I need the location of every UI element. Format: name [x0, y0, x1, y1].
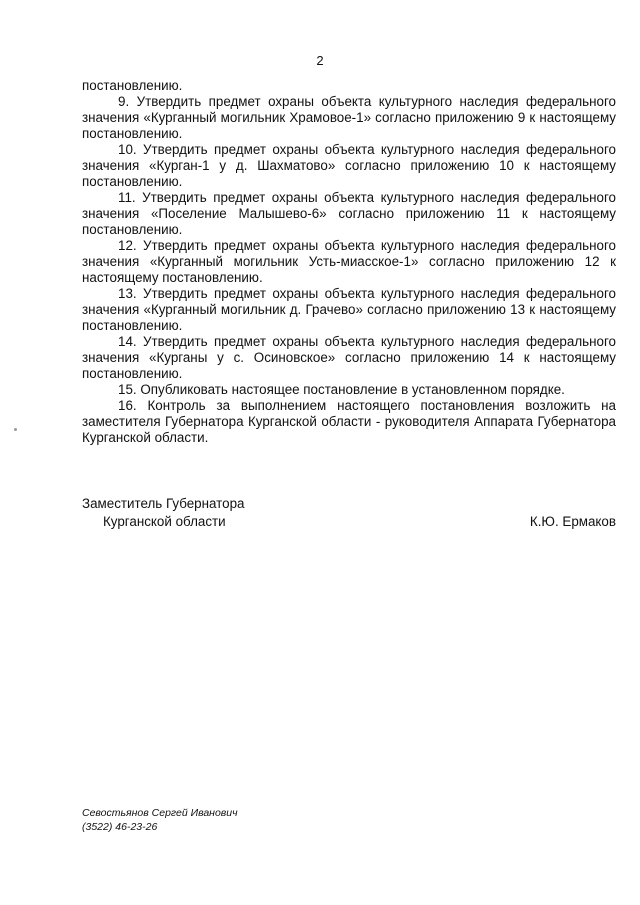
page-number: 2 [316, 53, 324, 68]
paragraph-item-9: 9. Утвердить предмет охраны объекта культурного наследия федерального значения «Курганный могильник Храмовое-1» согласно приложению 9 к настоящему постановлению. [82, 94, 616, 141]
document-body [82, 78, 616, 446]
paragraph-item-15: 15. Опубликовать настоящее постановление в установленном порядке. [118, 382, 565, 397]
paragraph-item-12: 12. Утвердить предмет охраны объекта культурного наследия федерального значения «Курганный могильник Усть-миасское-1» согласно приложению 12 к настоящему постановлению. [82, 238, 616, 285]
signatory-title [82, 495, 244, 531]
signatory-name: К.Ю. Ермаков [529, 514, 616, 529]
executor-info [82, 806, 238, 834]
paragraph-item-16: 16. Контроль за выполнением настоящего постановления возложить на заместителя Губернатора Курганской области - руководителя Аппарата Губернатора Курганской области. [82, 398, 616, 445]
margin-dot [14, 428, 17, 431]
executor-name: Севостьянов Сергей Иванович [82, 807, 238, 819]
paragraph-continuation: постановлению. [82, 78, 183, 93]
paragraph-item-11: 11. Утвердить предмет охраны объекта культурного наследия федерального значения «Поселение Малышево-6» согласно приложению 11 к настоящему постановлению. [82, 190, 616, 237]
signatory-title-line2: Курганской области [103, 514, 226, 529]
paragraph-item-13: 13. Утвердить предмет охраны объекта культурного наследия федерального значения «Курганный могильник д. Грачево» согласно приложению 13 к настоящему постановлению. [82, 286, 616, 333]
paragraph-item-14: 14. Утвердить предмет охраны объекта культурного наследия федерального значения «Курганы у с. Осиновское» согласно приложению 14 к настоящему постановлению. [82, 334, 616, 381]
executor-phone: (3522) 46-23-26 [82, 821, 158, 833]
paragraph-item-10: 10. Утвердить предмет охраны объекта культурного наследия федерального значения «Курган-1 у д. Шахматово» согласно приложению 10 к настоящему постановлению. [82, 142, 616, 189]
signatory-title-line1: Заместитель Губернатора [82, 496, 245, 511]
